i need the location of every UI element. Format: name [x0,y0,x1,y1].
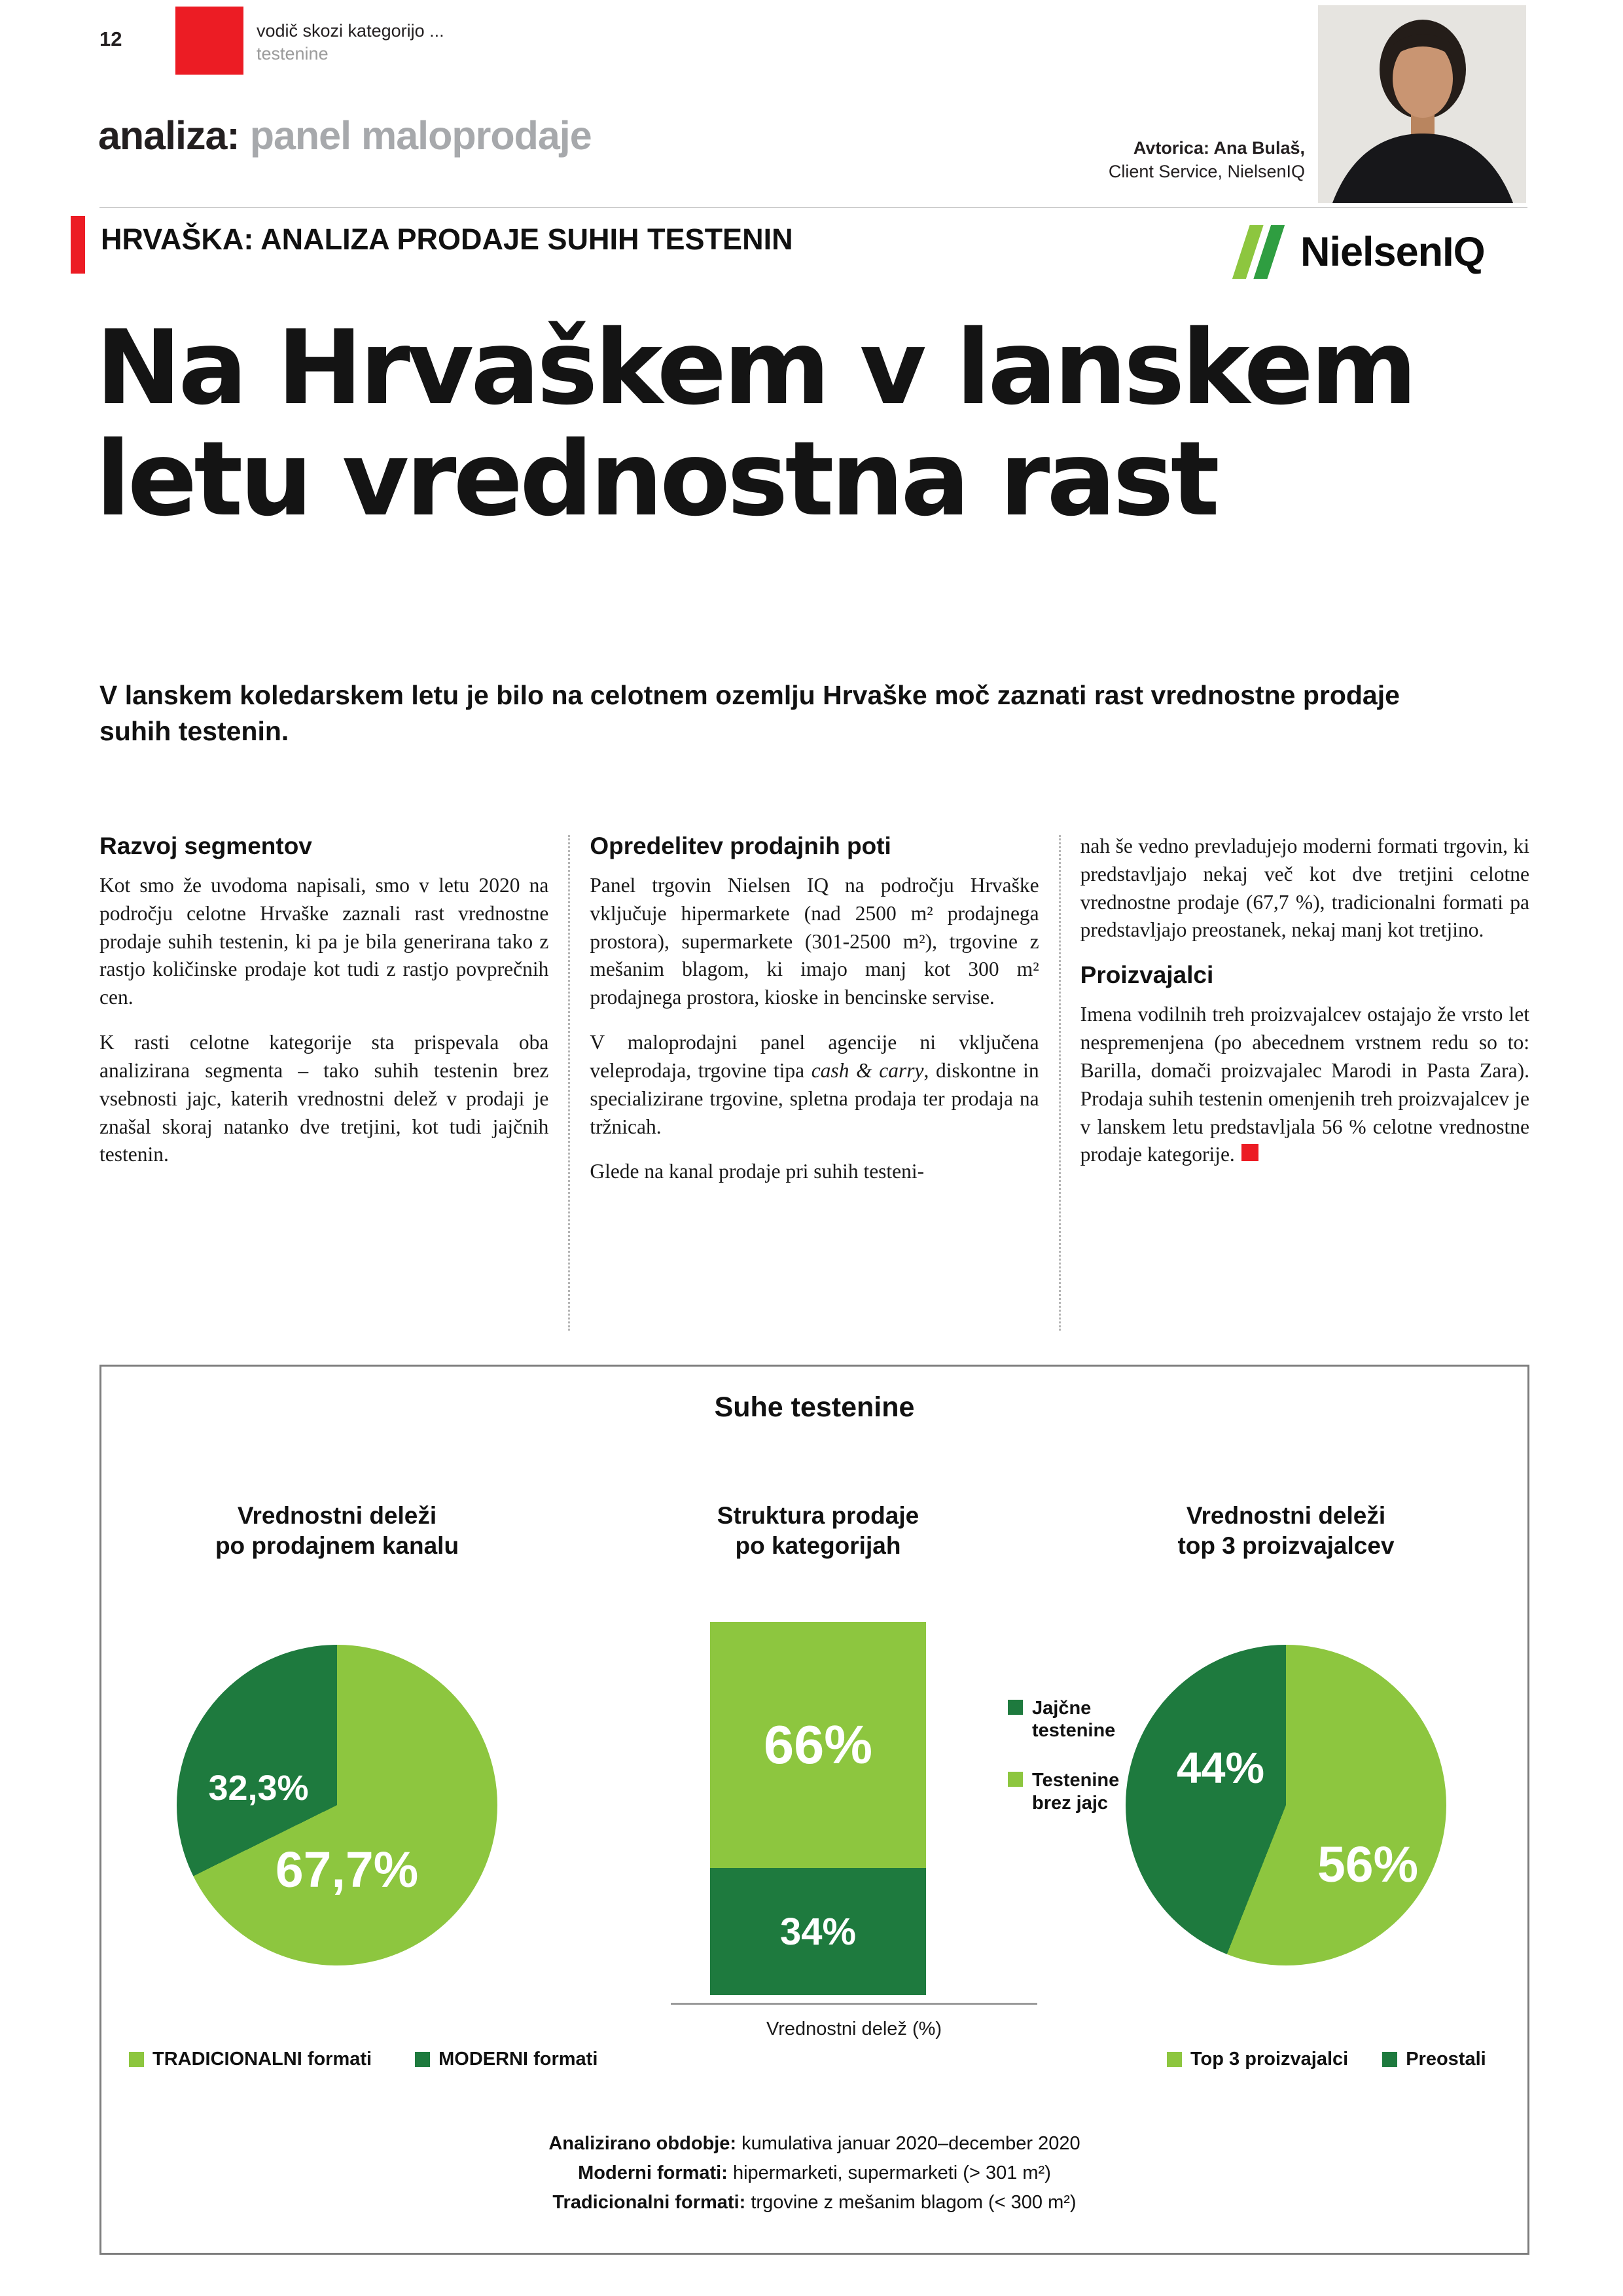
chart2-title [668,1501,969,1562]
category-kicker [257,20,444,65]
legend-label: MODERNI formati [438,2049,598,2070]
page-number: 12 [99,27,122,50]
footnote-line [101,2188,1527,2217]
paragraph-italic: cash & carry [811,1058,924,1082]
footnote-label: Moderni formati: [578,2162,728,2183]
header-divider [99,207,1527,208]
brand-red-square [175,7,243,75]
bar-axis-label: Vrednostni delež (%) [766,2018,942,2039]
chart2-title-line2: po kategorijah [735,1532,901,1560]
end-mark-icon [1241,1144,1258,1161]
legend-label: Jajčne testenine [1032,1698,1116,1742]
chart3-title [1135,1501,1436,1562]
column-3 [1080,833,1529,1333]
headline-line1: Na Hrvaškem v lanskem [96,308,1414,428]
pie1-slice-label-light: 67,7% [275,1842,419,1898]
pie1-slice-label-dark: 32,3% [208,1768,309,1808]
legend-item-rest [1382,2049,1486,2070]
paragraph: Glede na kanal prodaje pri suhih testeni- [590,1160,925,1183]
bar-segment-label: 66% [763,1714,873,1776]
rubric-title [98,113,592,158]
rubric-title-gray: panel maloprodaje [239,113,592,158]
legend-item-top3 [1167,2049,1348,2070]
footnote-label: Tradicionalni formati: [552,2191,746,2213]
column-3-heading: Proizvajalci [1080,961,1214,989]
legend-item-modern [415,2049,597,2070]
lead-paragraph: V lanskem koledarskem letu je bilo na celotnem ozemlju Hrvaške moč zaznati rast vrednostne prodaje suhih testenin. [99,680,1400,746]
paragraph-text: V maloprodajni panel agencije ni vključena veleprodaja, trgovine tipa [590,1031,1039,1082]
nielseniq-logo-text: NielsenIQ [1300,229,1485,275]
paragraph-text: , diskontne in specializirane trgovine, spletna prodaja ter prodaja na tržnicah. [590,1058,1039,1138]
author-photo [1318,5,1526,203]
pie-chart-sales-channel [177,1645,497,1965]
bar-chart-legend [1008,1697,1143,1814]
footnote-label: Analizirano obdobje: [548,2133,737,2154]
paragraph [590,1029,1039,1141]
author-photo-image [1318,5,1526,203]
legend-label: Top 3 proizvajalci [1190,2049,1349,2070]
chart1-title-line1: Vrednostni deleži [237,1502,437,1529]
legend-marker-icon [1382,2052,1397,2067]
headline [96,308,1414,539]
author-role: Client Service, NielsenIQ [1108,162,1305,182]
pie-chart-top3-producers [1126,1645,1446,1965]
chart1-title [187,1501,488,1562]
column-divider [1059,835,1061,1331]
column-2 [590,833,1039,1333]
nielseniq-logo-icon [1227,224,1290,280]
pie2-slice-label-dark: 44% [1176,1744,1265,1793]
legend-marker-icon [129,2052,144,2067]
figure-footnotes [101,2129,1527,2217]
nielseniq-logo [1227,224,1485,280]
legend-marker-icon [1008,1772,1023,1787]
legend-label: Testenine brez jajc [1032,1770,1120,1814]
chart3-title-line1: Vrednostni deleži [1186,1502,1386,1529]
section-red-bar [71,216,85,274]
legend-item-traditional [129,2049,372,2070]
author-name: Avtorica: Ana Bulaš, [1133,138,1305,158]
legend-marker-icon [1008,1700,1023,1715]
paragraph: Panel trgovin Nielsen IQ na področju Hrvaške vključuje hipermarkete (nad 2500 m² prodajnega prostora), supermarkete (301-2500 m²), trgovine z mešanim blagom, ki imajo manj kot 300 m² prodajnega prostora, kioske in bencinske servise. [590,874,1039,1009]
bar-segment-label: 34% [779,1910,857,1953]
bar-segment-no-egg [710,1622,926,1868]
headline-line2: letu vrednostna rast [96,419,1217,539]
column-1 [99,833,548,1333]
paragraph [1080,1001,1529,1169]
bar-segment-egg [710,1868,926,1995]
footnote-line [101,2129,1527,2159]
chart2-title-line1: Struktura prodaje [717,1502,919,1529]
legend-label: TRADICIONALNI formati [152,2049,372,2070]
pie2-legend [1167,2049,1486,2070]
legend-label: Preostali [1406,2049,1486,2070]
paragraph: K rasti celotne kategorije sta prispevala oba analizirana segmenta – tako suhih testenin brez vsebnosti jajc, katerih vrednostni delež v prodaji je znašal skoraj natanko dve tretjini, kot tudi jajčnih testenin. [99,1031,549,1166]
column-divider [568,835,570,1331]
pie1-legend [129,2049,597,2070]
charts-panel [99,1365,1529,2255]
pie2-slice-label-light: 56% [1317,1837,1419,1893]
legend-marker-icon [415,2052,430,2067]
stacked-bar-category [710,1622,926,1995]
figure-title: Suhe testenine [714,1391,915,1423]
kicker-line1: vodič skozi kategorijo ... [257,21,444,41]
footnote-text: trgovine z mešanim blagom (< 300 m²) [745,2191,1077,2213]
legend-item-no-egg-pasta [1008,1769,1143,1814]
article-columns [99,833,1529,1333]
legend-item-egg-pasta [1008,1697,1143,1742]
paragraph: nah še vedno prevladujejo moderni formati trgovin, ki predstavljajo nekaj več kot dve tretjini celotne vrednostne prodaje (67,7 %), tradicionalni formati pa predstavljajo preostanek, nekaj manj kot tretjino. [1080,834,1529,942]
chart3-title-line2: top 3 proizvajalcev [1177,1532,1395,1560]
legend-marker-icon [1167,2052,1182,2067]
footnote-text: kumulativa januar 2020–december 2020 [736,2133,1080,2154]
bar-axis-line [671,2003,1037,2005]
kicker-line2: testenine [257,44,329,64]
chart1-title-line2: po prodajnem kanalu [215,1532,459,1560]
column-2-heading: Opredelitev prodajnih poti [590,833,891,859]
paragraph-text: Imena vodilnih treh proizvajalcev ostajajo že vrsto let nespremenjena (po abecednem vrstnem redu so to: Barilla, domači proizvajalec Marodi in Pasta Zara). Prodaja suhih testenin omenjenih treh proizvajalcev je v lanskem letu predstavljala 56 % celotne vrednostne prodaje kategorije. [1080,1003,1529,1166]
column-1-heading: Razvoj segmentov [99,833,312,859]
author-credit [1109,136,1305,184]
section-title: HRVAŠKA: ANALIZA PRODAJE SUHIH TESTENIN [101,223,793,256]
footnote-text: hipermarketi, supermarketi (> 301 m²) [727,2162,1051,2183]
footnote-line [101,2159,1527,2188]
paragraph: Kot smo že uvodoma napisali, smo v letu 2020 na področju celotne Hrvaške zaznali rast vrednostne prodaje suhih testenin, ki pa je bila generirana tako z rastjo količinske prodaje kot tudi z rastjo povprečnih cen. [99,874,549,1009]
rubric-title-black: analiza: [98,113,240,158]
